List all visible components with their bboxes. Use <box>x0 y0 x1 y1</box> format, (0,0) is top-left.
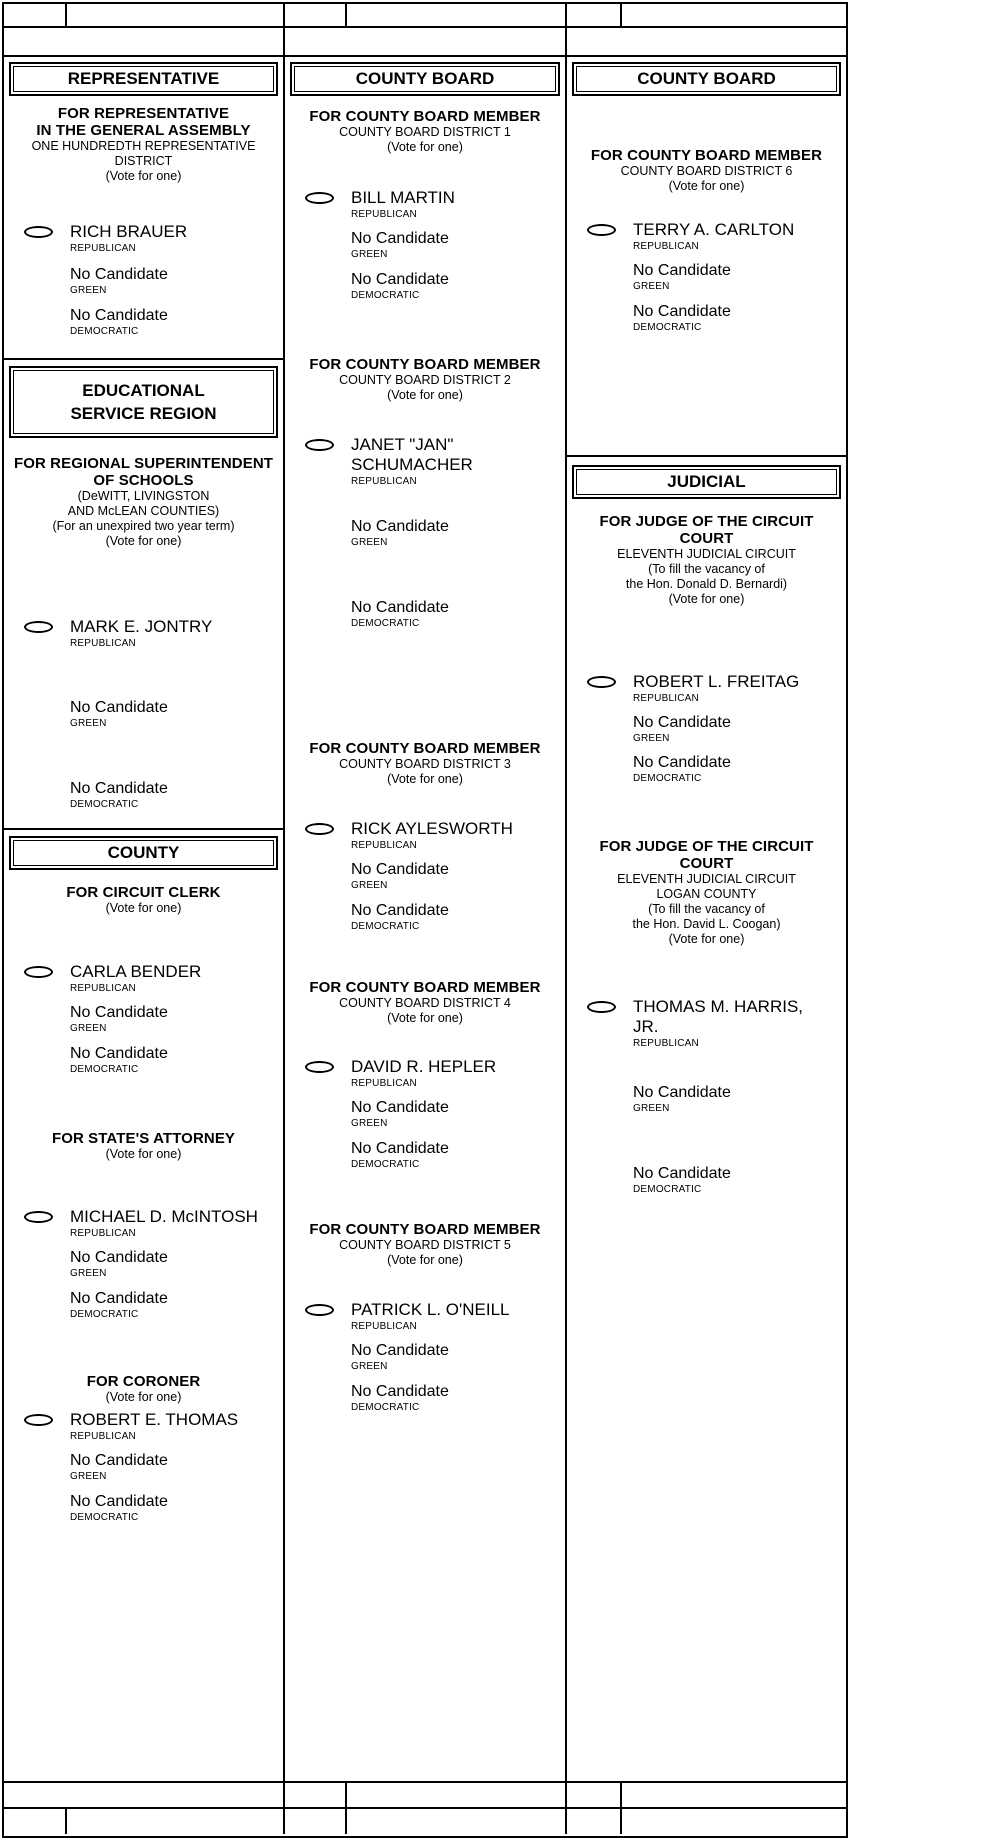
candidate-name: No Candidate <box>351 902 449 919</box>
vote-oval[interactable] <box>24 1414 53 1426</box>
section-divider <box>4 358 283 360</box>
candidate-name: No Candidate <box>351 599 449 616</box>
candidate-row <box>4 698 279 730</box>
candidate-name: THOMAS M. HARRIS, <box>633 997 804 1016</box>
candidate-row <box>4 265 279 297</box>
candidate-row <box>285 270 561 302</box>
vote-instruction: (Vote for one) <box>105 901 182 915</box>
candidate-name: No Candidate <box>70 1290 168 1307</box>
candidate-party: REPUBLICAN <box>70 983 136 994</box>
candidate-row <box>285 1139 561 1171</box>
race-title-line: FOR COUNTY BOARD MEMBER <box>309 740 541 757</box>
race-title-line: FOR CORONER <box>86 1373 201 1390</box>
candidate-name: No Candidate <box>351 1099 449 1116</box>
candidate-row <box>285 517 561 549</box>
candidate-name: No Candidate <box>633 754 731 771</box>
vote-oval[interactable] <box>587 676 616 688</box>
race-circuit-judge-coogan-vacancy <box>567 838 846 947</box>
candidate-party: DEMOCRATIC <box>351 1159 420 1170</box>
candidate-party: REPUBLICAN <box>70 243 136 254</box>
race-subtitle-line: DISTRICT <box>114 154 173 168</box>
candidate-party: GREEN <box>70 285 107 296</box>
candidate-name: No Candidate <box>351 861 449 878</box>
race-subtitle-line: COUNTY BOARD DISTRICT 4 <box>339 996 511 1010</box>
candidate-party: REPUBLICAN <box>351 1078 417 1089</box>
race-circuit-judge-bernardi-vacancy <box>567 513 846 607</box>
race-subtitle-line: COUNTY BOARD DISTRICT 1 <box>339 125 511 139</box>
timing-cell <box>4 1783 285 1807</box>
candidate-party: DEMOCRATIC <box>70 1309 139 1320</box>
race-subtitle-line: LOGAN COUNTY <box>656 887 757 901</box>
candidate-name: RICK AYLESWORTH <box>351 819 513 838</box>
candidate-name: SCHUMACHER <box>351 455 473 474</box>
candidate-row <box>567 997 842 1050</box>
candidate-party: GREEN <box>70 718 107 729</box>
race-title-line: FOR COUNTY BOARD MEMBER <box>590 147 823 164</box>
race-title-line: FOR COUNTY BOARD MEMBER <box>309 108 541 125</box>
vote-oval[interactable] <box>305 439 334 451</box>
race-title-line: COURT <box>679 855 734 872</box>
section-divider <box>4 828 283 830</box>
candidate-row <box>285 901 561 933</box>
candidate-party: REPUBLICAN <box>70 638 136 649</box>
timing-cell <box>567 4 622 26</box>
vote-instruction: (Vote for one) <box>387 140 463 154</box>
candidate-party: DEMOCRATIC <box>70 799 139 810</box>
timing-cell <box>285 1809 347 1834</box>
candidate-name: No Candidate <box>351 1342 449 1359</box>
candidate-party: GREEN <box>351 1361 388 1372</box>
ballot-column-1 <box>4 57 285 1781</box>
candidate-name: No Candidate <box>351 518 449 535</box>
candidate-party: GREEN <box>633 733 670 744</box>
race-county-board-district-2 <box>285 356 565 403</box>
timing-row-top-1 <box>4 4 846 28</box>
section-header-label: COUNTY <box>107 843 180 862</box>
timing-cell <box>285 28 567 55</box>
candidate-party: DEMOCRATIC <box>633 773 702 784</box>
timing-row-bottom-1 <box>4 1783 846 1809</box>
section-header-educational-service-region <box>9 366 278 438</box>
candidate-row <box>285 1098 561 1130</box>
candidate-party: REPUBLICAN <box>70 1228 136 1239</box>
candidate-party: DEMOCRATIC <box>633 322 702 333</box>
vote-oval[interactable] <box>24 1211 53 1223</box>
candidate-row <box>567 1083 842 1115</box>
race-subtitle-line: ELEVENTH JUDICIAL CIRCUIT <box>617 547 796 561</box>
candidate-party: DEMOCRATIC <box>351 1402 420 1413</box>
race-title-line: FOR COUNTY BOARD MEMBER <box>309 979 541 996</box>
race-county-board-district-1 <box>285 108 565 155</box>
candidate-row <box>4 617 279 650</box>
candidate-row <box>4 1044 279 1076</box>
candidate-row <box>567 261 842 293</box>
candidate-row <box>567 220 842 253</box>
race-county-board-district-3 <box>285 740 565 787</box>
candidate-name: DAVID R. HEPLER <box>351 1057 497 1076</box>
candidate-party: REPUBLICAN <box>633 693 699 704</box>
race-subtitle-line: (To fill the vacancy of <box>648 562 765 576</box>
race-subtitle-line: COUNTY BOARD DISTRICT 6 <box>620 164 793 178</box>
vote-instruction: (Vote for one) <box>668 592 745 606</box>
candidate-name: No Candidate <box>70 1004 168 1021</box>
vote-instruction: (Vote for one) <box>668 932 745 946</box>
section-header-county-board <box>290 62 560 96</box>
candidate-name: No Candidate <box>70 1045 168 1062</box>
timing-cell <box>4 28 285 55</box>
candidate-name: BILL MARTIN <box>351 188 455 207</box>
race-title-line: IN THE GENERAL ASSEMBLY <box>36 122 251 139</box>
vote-oval[interactable] <box>24 226 53 238</box>
race-states-attorney <box>4 1130 283 1162</box>
candidate-row <box>285 860 561 892</box>
candidate-party: GREEN <box>70 1023 107 1034</box>
vote-instruction: (Vote for one) <box>387 1011 463 1025</box>
candidate-name: ROBERT E. THOMAS <box>70 1410 239 1429</box>
candidate-row <box>4 1289 279 1321</box>
candidate-party: DEMOCRATIC <box>351 921 420 932</box>
vote-instruction: (Vote for one) <box>105 1147 182 1161</box>
candidate-row <box>285 819 561 852</box>
race-regional-superintendent <box>4 455 283 549</box>
candidate-name: No Candidate <box>633 1165 731 1182</box>
candidate-party: DEMOCRATIC <box>633 1184 702 1195</box>
candidate-party: DEMOCRATIC <box>70 1512 139 1523</box>
candidate-name: No Candidate <box>70 1493 168 1510</box>
candidate-name: No Candidate <box>70 780 168 797</box>
vote-instruction: (Vote for one) <box>105 1390 182 1404</box>
race-title-line: FOR CIRCUIT CLERK <box>66 884 221 901</box>
candidate-row <box>285 188 561 221</box>
candidate-row <box>567 713 842 745</box>
race-coroner <box>4 1373 283 1405</box>
candidate-row <box>4 962 279 995</box>
candidate-party: REPUBLICAN <box>351 476 417 487</box>
candidate-name: JANET "JAN" <box>351 435 454 454</box>
race-subtitle-line: COUNTY BOARD DISTRICT 2 <box>339 373 511 387</box>
section-header-representative <box>9 62 278 96</box>
section-header-label: SERVICE REGION <box>70 404 217 423</box>
timing-cell <box>347 1783 567 1807</box>
candidate-party: REPUBLICAN <box>70 1431 136 1442</box>
vote-oval[interactable] <box>305 192 334 204</box>
section-divider <box>567 455 846 457</box>
race-subtitle-line: (For an unexpired two year term) <box>52 519 235 533</box>
timing-cell <box>347 4 567 26</box>
candidate-row <box>285 1382 561 1414</box>
vote-oval[interactable] <box>24 621 53 633</box>
race-county-board-district-6 <box>567 147 846 194</box>
race-general-assembly-representative <box>4 105 283 184</box>
candidate-party: DEMOCRATIC <box>351 618 420 629</box>
candidate-name: No Candidate <box>351 1140 449 1157</box>
candidate-party: REPUBLICAN <box>351 840 417 851</box>
race-circuit-clerk <box>4 884 283 916</box>
section-header-label: REPRESENTATIVE <box>67 69 220 88</box>
candidate-name: MICHAEL D. McINTOSH <box>70 1207 258 1226</box>
candidate-name: No Candidate <box>351 230 449 247</box>
candidate-name: No Candidate <box>351 271 449 288</box>
candidate-name: No Candidate <box>633 303 731 320</box>
candidate-row <box>285 1341 561 1373</box>
candidate-name: No Candidate <box>70 699 168 716</box>
candidate-name: ROBERT L. FREITAG <box>633 672 800 691</box>
candidate-row <box>4 222 279 255</box>
candidate-name: No Candidate <box>70 307 168 324</box>
vote-instruction: (Vote for one) <box>387 388 463 402</box>
vote-instruction: (Vote for one) <box>387 1253 463 1267</box>
race-title-line: FOR JUDGE OF THE CIRCUIT <box>599 513 814 530</box>
candidate-party: GREEN <box>633 281 670 292</box>
section-header-label: JUDICIAL <box>667 472 746 491</box>
race-subtitle-line: (To fill the vacancy of <box>648 902 765 916</box>
race-county-board-district-5 <box>285 1221 565 1268</box>
timing-cell <box>567 28 846 55</box>
race-title-line: FOR REGIONAL SUPERINTENDENT <box>13 455 274 472</box>
candidate-row <box>567 672 842 705</box>
candidate-party: REPUBLICAN <box>633 1038 699 1049</box>
vote-oval[interactable] <box>24 966 53 978</box>
ballot-column-2 <box>285 57 567 1781</box>
vote-oval[interactable] <box>587 224 616 236</box>
timing-cell <box>4 4 67 26</box>
candidate-row <box>4 779 279 811</box>
race-title-line: FOR STATE'S ATTORNEY <box>51 1130 236 1147</box>
section-header-county-board-2 <box>572 62 841 96</box>
vote-instruction: (Vote for one) <box>105 534 182 548</box>
race-county-board-district-4 <box>285 979 565 1026</box>
candidate-party: REPUBLICAN <box>351 209 417 220</box>
candidate-party: GREEN <box>70 1471 107 1482</box>
race-title-line: FOR COUNTY BOARD MEMBER <box>309 356 541 373</box>
race-subtitle-line: COUNTY BOARD DISTRICT 5 <box>339 1238 511 1252</box>
race-subtitle-line: COUNTY BOARD DISTRICT 3 <box>339 757 511 771</box>
race-subtitle-line: ELEVENTH JUDICIAL CIRCUIT <box>617 872 796 886</box>
candidate-name: JR. <box>633 1017 659 1036</box>
candidate-party: GREEN <box>70 1268 107 1279</box>
race-title-line: FOR JUDGE OF THE CIRCUIT <box>599 838 814 855</box>
candidate-name: No Candidate <box>70 1249 168 1266</box>
timing-cell <box>67 4 285 26</box>
ballot-content <box>4 57 846 1783</box>
race-title-line: OF SCHOOLS <box>93 472 194 489</box>
candidate-row <box>567 302 842 334</box>
vote-oval[interactable] <box>305 1061 334 1073</box>
candidate-row <box>4 1003 279 1035</box>
candidate-name: PATRICK L. O'NEILL <box>351 1300 510 1319</box>
race-title-line: FOR COUNTY BOARD MEMBER <box>309 1221 541 1238</box>
candidate-name: CARLA BENDER <box>70 962 202 981</box>
section-header-county <box>9 836 278 870</box>
candidate-party: REPUBLICAN <box>633 241 699 252</box>
candidate-name: No Candidate <box>351 1383 449 1400</box>
candidate-row <box>4 1451 279 1483</box>
timing-cell <box>67 1809 285 1834</box>
section-header-label: COUNTY BOARD <box>355 69 495 88</box>
timing-cell <box>622 1783 846 1807</box>
candidate-row <box>4 1248 279 1280</box>
candidate-party: REPUBLICAN <box>351 1321 417 1332</box>
candidate-party: GREEN <box>633 1103 670 1114</box>
candidate-row <box>285 1300 561 1333</box>
candidate-name: No Candidate <box>633 262 731 279</box>
vote-instruction: (Vote for one) <box>105 169 182 183</box>
candidate-name: RICH BRAUER <box>70 222 188 241</box>
race-subtitle-line: (DeWITT, LIVINGSTON <box>77 489 210 503</box>
timing-cell <box>285 4 347 26</box>
candidate-party: DEMOCRATIC <box>351 290 420 301</box>
candidate-party: GREEN <box>351 1118 388 1129</box>
race-title-line: FOR REPRESENTATIVE <box>57 105 230 122</box>
timing-cell <box>347 1809 567 1834</box>
candidate-name: MARK E. JONTRY <box>70 617 213 636</box>
section-header-label: EDUCATIONAL <box>82 381 205 400</box>
race-subtitle-line: AND McLEAN COUNTIES) <box>67 504 220 518</box>
candidate-party: GREEN <box>351 537 388 548</box>
candidate-row <box>4 1410 279 1443</box>
vote-instruction: (Vote for one) <box>387 772 463 786</box>
race-subtitle-line: ONE HUNDREDTH REPRESENTATIVE <box>31 139 256 153</box>
timing-cell <box>567 1809 622 1834</box>
timing-row-bottom-2 <box>4 1809 846 1834</box>
ballot-sheet <box>2 2 848 1838</box>
timing-cell <box>4 1809 67 1834</box>
candidate-row <box>285 435 561 488</box>
race-subtitle-line: the Hon. Donald D. Bernardi) <box>625 577 788 591</box>
candidate-party: DEMOCRATIC <box>70 326 139 337</box>
vote-oval[interactable] <box>587 1001 616 1013</box>
candidate-row <box>285 598 561 630</box>
candidate-party: GREEN <box>351 249 388 260</box>
candidate-name: TERRY A. CARLTON <box>633 220 795 239</box>
section-header-judicial <box>572 465 841 499</box>
timing-cell <box>285 1783 347 1807</box>
candidate-row <box>285 229 561 261</box>
timing-cell <box>622 4 846 26</box>
race-subtitle-line: the Hon. David L. Coogan) <box>632 917 781 931</box>
candidate-row <box>567 753 842 785</box>
ballot-column-3 <box>567 57 846 1781</box>
timing-cell <box>567 1783 622 1807</box>
candidate-party: DEMOCRATIC <box>70 1064 139 1075</box>
vote-oval[interactable] <box>305 823 334 835</box>
timing-cell <box>622 1809 846 1834</box>
candidate-row <box>285 1057 561 1090</box>
candidate-name: No Candidate <box>633 714 731 731</box>
candidate-row <box>4 1492 279 1524</box>
candidate-name: No Candidate <box>70 1452 168 1469</box>
vote-oval[interactable] <box>305 1304 334 1316</box>
candidate-row <box>4 306 279 338</box>
candidate-row <box>4 1207 279 1240</box>
candidate-name: No Candidate <box>633 1084 731 1101</box>
section-header-label: COUNTY BOARD <box>637 69 776 88</box>
candidate-party: GREEN <box>351 880 388 891</box>
vote-instruction: (Vote for one) <box>668 179 745 193</box>
candidate-row <box>567 1164 842 1196</box>
race-title-line: COURT <box>679 530 734 547</box>
candidate-name: No Candidate <box>70 266 168 283</box>
timing-row-top-2 <box>4 28 846 57</box>
